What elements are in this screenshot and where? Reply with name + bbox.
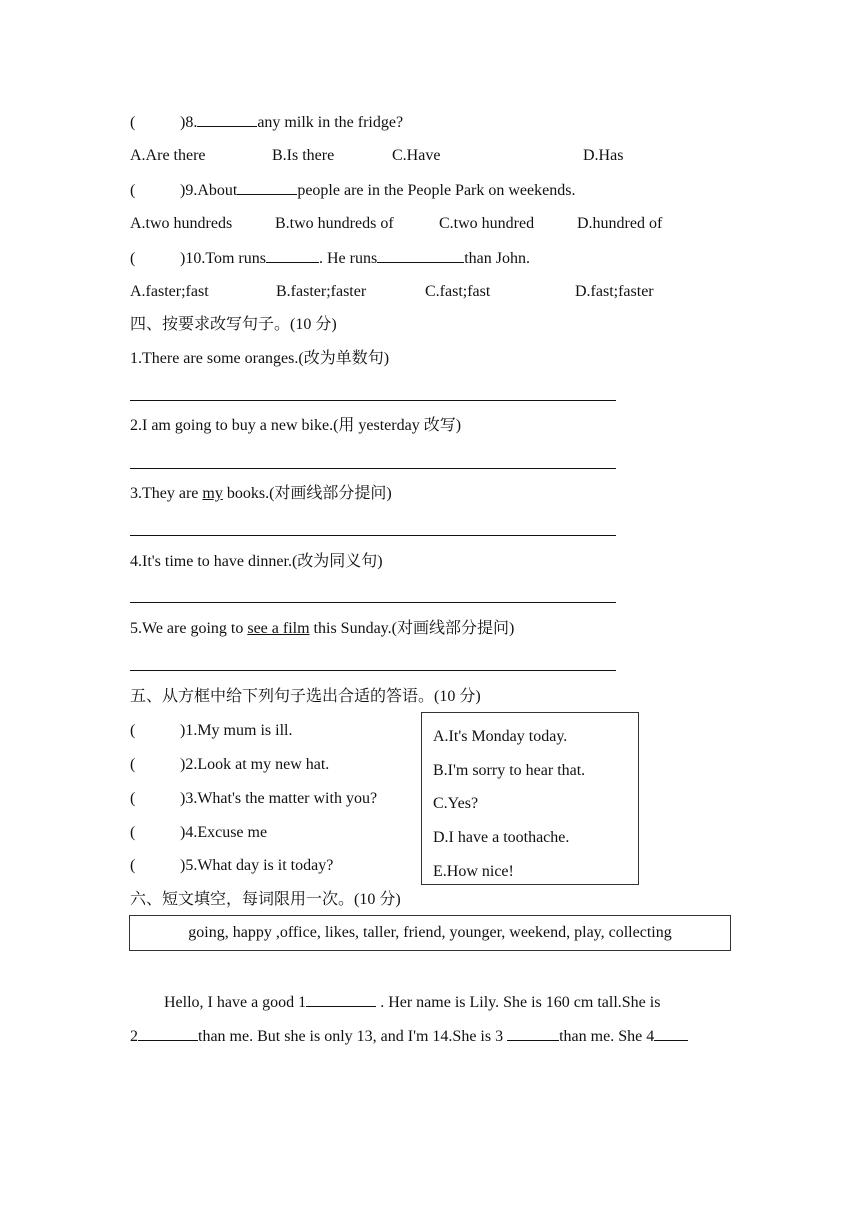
dialogue-question-3 xyxy=(130,789,377,809)
cloze-text: Hello, I have a good 1 xyxy=(164,994,307,1011)
cloze-text: than me. She 4 xyxy=(559,1028,655,1045)
q10-option-c: C.fast;fast xyxy=(425,283,491,300)
dialogue-question-text: )4.Excuse me xyxy=(180,824,268,841)
answer-paren: ( xyxy=(130,722,136,739)
dialogue-question-text: )3.What's the matter with you? xyxy=(180,790,378,807)
q8-option-a: A.Are there xyxy=(130,147,206,164)
cloze-blank-4 xyxy=(654,1026,688,1041)
question-9 xyxy=(130,180,575,201)
cloze-text: than me. But she is only 13, and I'm 14.She is 3 xyxy=(198,1028,508,1045)
cloze-blank-3 xyxy=(507,1026,559,1041)
q9-option-d: D.hundred of xyxy=(577,215,663,232)
cloze-paragraph-line-1 xyxy=(130,992,731,1013)
cloze-text: . Her name is Lily. She is 160 cm tall.She is xyxy=(376,994,661,1011)
cloze-paragraph-line-2 xyxy=(130,1026,731,1047)
question-10-prefix: )10.Tom runs xyxy=(180,250,266,267)
answer-line xyxy=(130,400,616,401)
dialogue-question-1 xyxy=(130,721,292,741)
section-5-heading: 五、从方框中给下列句子选出合适的答语。(10 分) xyxy=(130,688,481,705)
question-10 xyxy=(130,248,530,269)
question-8-text: any milk in the fridge? xyxy=(257,114,404,131)
rewrite-item-3 xyxy=(130,484,392,504)
answer-paren: ( xyxy=(130,857,136,874)
q10-option-a: A.faster;fast xyxy=(130,283,209,300)
fill-blank xyxy=(266,248,319,263)
answer-line xyxy=(130,602,616,603)
cloze-text: 2 xyxy=(130,1028,138,1045)
dialogue-question-4 xyxy=(130,823,267,843)
question-10-text: than John. xyxy=(464,250,530,267)
dialogue-question-text: )1.My mum is ill. xyxy=(180,722,293,739)
question-8 xyxy=(130,112,403,133)
question-10-middle: . He runs xyxy=(318,250,378,267)
word-bank-box xyxy=(129,915,731,951)
q8-option-d: D.Has xyxy=(583,147,624,164)
rewrite-item-4: 4.It's time to have dinner.(改为同义句) xyxy=(130,553,383,570)
question-8-prefix: )8. xyxy=(180,114,198,131)
rewrite-item-2: 2.I am going to buy a new bike.(用 yesterday 改写) xyxy=(130,417,462,434)
answer-option-d: D.I have a toothache. xyxy=(433,829,570,846)
underlined-phrase: see a film xyxy=(247,620,310,637)
rewrite-item-1: 1.There are some oranges.(改为单数句) xyxy=(130,350,390,367)
dialogue-question-5 xyxy=(130,856,333,876)
answer-paren: ( xyxy=(130,756,136,773)
underlined-word: my xyxy=(202,485,223,502)
answer-paren: ( xyxy=(130,824,136,841)
rewrite-item-3-pre: 3.They are xyxy=(130,485,203,502)
q10-option-b: B.faster;faster xyxy=(276,283,367,300)
dialogue-question-text: )5.What day is it today? xyxy=(180,857,334,874)
q9-option-a: A.two hundreds xyxy=(130,215,233,232)
question-9-prefix: )9.About xyxy=(180,182,238,199)
answer-paren: ( xyxy=(130,114,136,131)
cloze-blank-2 xyxy=(138,1026,198,1041)
rewrite-item-5-pre: 5.We are going to xyxy=(130,620,248,637)
answer-options-box xyxy=(421,712,639,885)
answer-paren: ( xyxy=(130,250,136,267)
answer-option-e: E.How nice! xyxy=(433,863,514,880)
fill-blank xyxy=(377,248,464,263)
answer-option-b: B.I'm sorry to hear that. xyxy=(433,762,586,779)
fill-blank xyxy=(197,112,257,127)
question-9-text: people are in the People Park on weekends. xyxy=(297,182,576,199)
q10-option-d: D.fast;faster xyxy=(575,283,654,300)
q9-option-c: C.two hundred xyxy=(439,215,535,232)
answer-line xyxy=(130,670,616,671)
section-6-heading: 六、短文填空，每词限用一次。(10 分) xyxy=(130,891,401,908)
answer-paren: ( xyxy=(130,182,136,199)
answer-option-c: C.Yes? xyxy=(433,795,479,812)
rewrite-item-5 xyxy=(130,619,514,639)
rewrite-item-3-post: books.(对画线部分提问) xyxy=(222,485,392,502)
answer-paren: ( xyxy=(130,790,136,807)
dialogue-question-2 xyxy=(130,755,329,775)
q8-option-c: C.Have xyxy=(392,147,441,164)
word-bank: going, happy ,office, likes, taller, friend, younger, weekend, play, collecting xyxy=(188,924,672,941)
answer-option-a: A.It's Monday today. xyxy=(433,728,568,745)
q9-option-b: B.two hundreds of xyxy=(275,215,394,232)
fill-blank xyxy=(237,180,297,195)
dialogue-question-text: )2.Look at my new hat. xyxy=(180,756,330,773)
q8-option-b: B.Is there xyxy=(272,147,335,164)
answer-line xyxy=(130,535,616,536)
section-4-heading: 四、按要求改写句子。(10 分) xyxy=(130,316,337,333)
cloze-blank-1 xyxy=(306,992,376,1007)
answer-line xyxy=(130,468,616,469)
rewrite-item-5-post: this Sunday.(对画线部分提问) xyxy=(309,620,515,637)
